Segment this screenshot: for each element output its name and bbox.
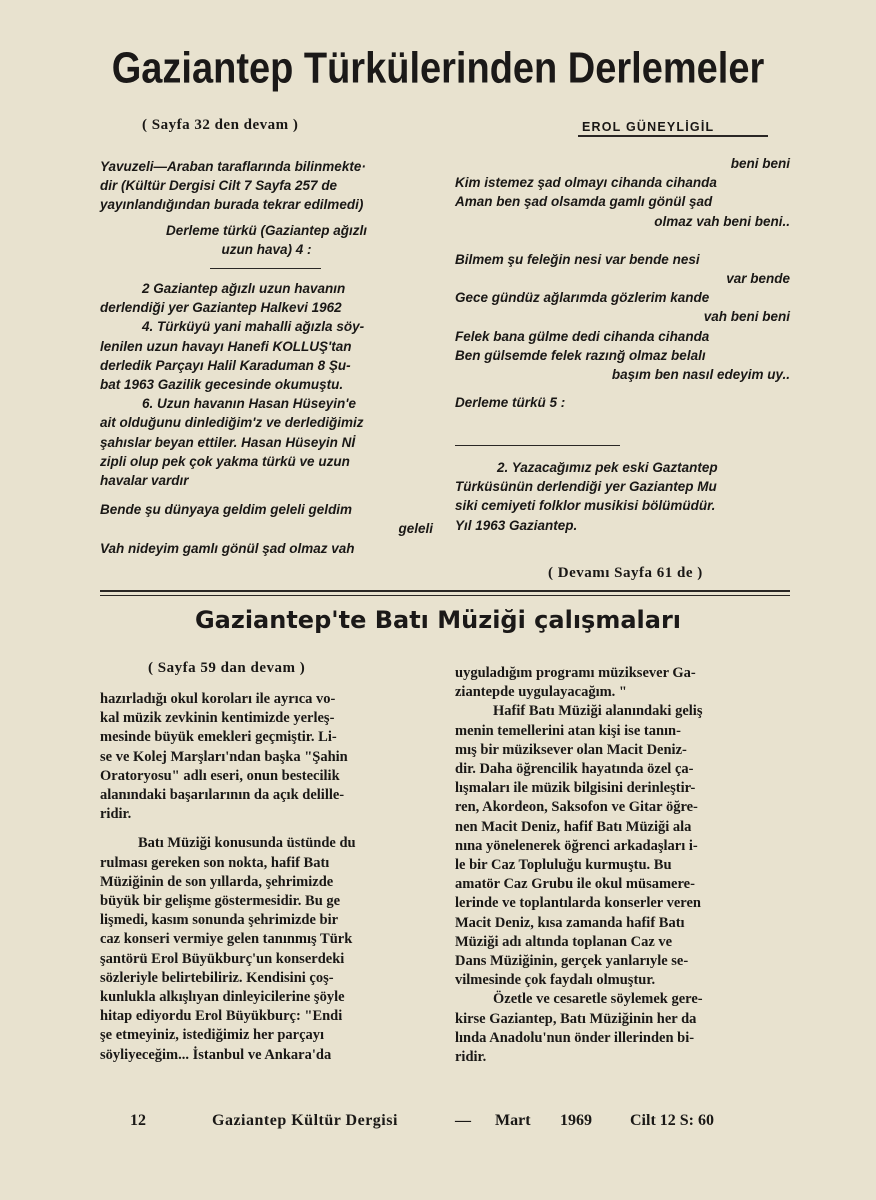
text-line: Oratoryosu" adlı eseri, onun bestecilik (100, 767, 340, 784)
text-line: kirse Gaziantep, Batı Müziğinin her da (455, 1010, 697, 1027)
text-line: havalar vardır (100, 473, 189, 489)
text-line: nına yönelenerek öğrenci arkadaşları i- (455, 837, 698, 854)
lyric-line: Vah nideyim gamlı gönül şad olmaz vah (100, 540, 355, 556)
section-divider (210, 268, 321, 269)
article1-right-note (455, 458, 790, 535)
text-line: ridir. (100, 806, 132, 823)
article2-title: Gaziantep'te Batı Müziği çalışmaları (194, 606, 682, 634)
lyric-line: beni beni (730, 156, 790, 171)
text-line: menin temellerini atan kişi ise tanın- (455, 722, 681, 739)
derleme-5-heading: Derleme türkü 5 : (455, 395, 566, 411)
text-line: şahıslar beyan ettiler. Hasan Hüseyin Nİ (100, 434, 356, 450)
issue-year: 1969 (560, 1112, 592, 1129)
text-line: Yıl 1963 Gaziantep. (455, 517, 578, 533)
lyric-line: vah beni beni (703, 309, 790, 325)
lyric-line: Bilmem şu feleğin nesi var bende nesi (455, 251, 700, 267)
text-line: ait olduğunu dinlediğim'z ve derlediğimiz (100, 415, 364, 431)
lyric-line: Gece gündüz ağlarımda gözlerim kande (455, 290, 710, 306)
text-line: dir (Kültür Dergisi Cilt 7 Sayfa 257 de (100, 178, 338, 194)
lyric-line: Aman ben şad olsamda gamlı gönül şad (455, 194, 713, 210)
text-line: mesinde büyük emekleri geçmiştir. Li- (100, 729, 337, 746)
text-line: ren, Akordeon, Saksofon ve Gitar öğre- (455, 799, 698, 816)
text-line: se ve Kolej Marşları'ndan başka "Şahin (100, 748, 348, 765)
issue-volume: Cilt 12 S: 60 (630, 1112, 714, 1129)
text-line: lişmedi, kasım sonunda şehrimizde bir (100, 912, 339, 929)
text-line: lerinde ve toplantılarda konserler veren (455, 895, 701, 912)
page-number: 12 (130, 1112, 146, 1129)
text-line: vilmesinde çok faydalı olmuştur. (455, 972, 656, 989)
text-line: kal müzik zevkinin kentimizde yerleş- (100, 710, 335, 727)
text-line: derlendiği yer Gaziantep Halkevi 1962 (100, 300, 342, 316)
text-line: şe etmeyiniz, istediğimiz her parçayı (100, 1027, 325, 1044)
text-line: 2. Yazacağımız pek eski Gaztantep (497, 460, 718, 475)
article2-left-column (100, 690, 435, 1065)
text-line: söyliyeceğim... İstanbul ve Ankara'da (100, 1046, 332, 1063)
article1-continued-from: ( Sayfa 32 den devam ) (142, 117, 299, 133)
text-line: le bir Caz Topluluğu kurmuştu. Bu (455, 857, 672, 874)
text-line: dir. Daha öğrencilik hayatında özel ça- (455, 761, 694, 778)
lyric-line: olmaz vah beni beni.. (654, 213, 790, 229)
text-line: alanındaki başarılarının da açık delille- (100, 787, 345, 804)
text-line: kunlukla alkışlıyan dinleyicilerine şöyle (100, 989, 345, 1006)
text-line: Dans Müziğinin, gerçek yanlarıyle se- (455, 953, 689, 970)
text-line: derledik Parçayı Halil Karaduman 8 Şu- (100, 357, 351, 373)
text-line: bat 1963 Gazilik gecesinde okumuştu. (100, 377, 344, 393)
lyric-line: geleli (398, 521, 433, 537)
text-line: ziantepde uygulayacağım. " (455, 684, 627, 701)
text-line: Özetle ve cesaretle söylemek gere- (493, 991, 703, 1008)
text-line: uyguladığım programı müziksever Ga- (455, 665, 696, 681)
text-line: Müziğinin de son yıllarda, şehrimizde (100, 873, 334, 890)
article2-continued-from: ( Sayfa 59 dan devam ) (148, 660, 306, 676)
article-divider-thin (100, 595, 790, 596)
text-line: nen Macit Deniz, hafif Batı Müziği ala (455, 818, 692, 835)
text-line: lenilen uzun havayı Hanefi KOLLUŞ'tan (100, 338, 352, 354)
text-line: Macit Deniz, kısa zamanda hafif Batı (455, 914, 685, 931)
derleme-4-heading: Derleme türkü (Gaziantep ağızlı (165, 222, 368, 238)
text-line: Batı Müziği konusunda üstünde du (138, 835, 356, 852)
text-line: büyük bir gelişme göstermesidir. Bu ge (100, 893, 341, 910)
text-line: 4. Türküyü yani mahalli ağızla söy- (142, 319, 365, 335)
article1-title: Gaziantep Türkülerinden Derlemeler (111, 44, 765, 94)
text-line: Hafif Batı Müziği alanındaki geliş (493, 703, 703, 720)
text-line: Müziği adı altında toplanan Caz ve (455, 933, 673, 950)
text-line: Yavuzeli—Araban taraflarında bilinmekte· (100, 159, 366, 174)
issue-month: Mart (495, 1112, 531, 1129)
author-underline (578, 135, 768, 137)
article1-left-column (100, 157, 433, 259)
text-line: siki cemiyeti folklor musikisi bölümüdür. (455, 498, 716, 514)
text-line: caz konseri vermiye gelen tanınmış Türk (100, 931, 353, 948)
text-line: şantörü Erol Büyükburç'un konserdeki (100, 950, 345, 967)
text-line: Türküsünün derlendiği yer Gaziantep Mu (455, 479, 717, 495)
text-line: sözleriyle belirtebiliriz. Kendisini çoş- (100, 969, 334, 986)
text-line: lında Anadolu'nun önder illerinden bi- (455, 1029, 695, 1046)
lyric-line: başım ben nasıl edeyim uy.. (611, 367, 790, 383)
text-line: rulması gereken son nokta, hafif Batı (100, 854, 330, 871)
article2-right-column (455, 664, 790, 1067)
section-divider (455, 445, 620, 446)
text-line: 6. Uzun havanın Hasan Hüseyin'e (142, 396, 357, 412)
text-line: hazırladığı okul koroları ile ayrıca vo- (100, 691, 336, 707)
article1-left-notes (100, 279, 433, 558)
text-line: ridir. (455, 1049, 487, 1066)
footer-dash: — (455, 1112, 471, 1129)
article1-right-column (455, 154, 790, 412)
text-line: lışmaları ile müzik bilgisini derinleştir- (455, 780, 696, 797)
journal-name: Gaziantep Kültür Dergisi (212, 1112, 398, 1129)
text-line: yayınlandığından burada tekrar edilmedi) (100, 197, 364, 213)
lyric-line: Bende şu dünyaya geldim geleli geldim (100, 502, 353, 518)
lyric-line: var bende (726, 271, 790, 287)
derleme-4-heading-cont: uzun hava) 4 : (221, 241, 312, 257)
article-divider (100, 590, 790, 592)
text-line: mış bir müziksever olan Macit Deniz- (455, 741, 687, 758)
article1-continued-to: ( Devamı Sayfa 61 de ) (548, 565, 703, 581)
article1-author: EROL GÜNEYLİGİL (582, 120, 715, 134)
text-line: 2 Gaziantep ağızlı uzun havanın (142, 281, 346, 296)
lyric-line: Kim istemez şad olmayı cihanda cihanda (455, 175, 717, 191)
text-line: zipli olup pek çok yakma türkü ve uzun (100, 453, 350, 469)
text-line: amatör Caz Grubu ile okul müsamere- (455, 876, 695, 893)
text-line: hitap ediyordu Erol Büyükburç: "Endi (100, 1008, 343, 1025)
lyric-line: Felek bana gülme dedi cihanda cihanda (455, 328, 710, 344)
lyric-line: Ben gülsemde felek razınğ olmaz belalı (455, 347, 706, 363)
